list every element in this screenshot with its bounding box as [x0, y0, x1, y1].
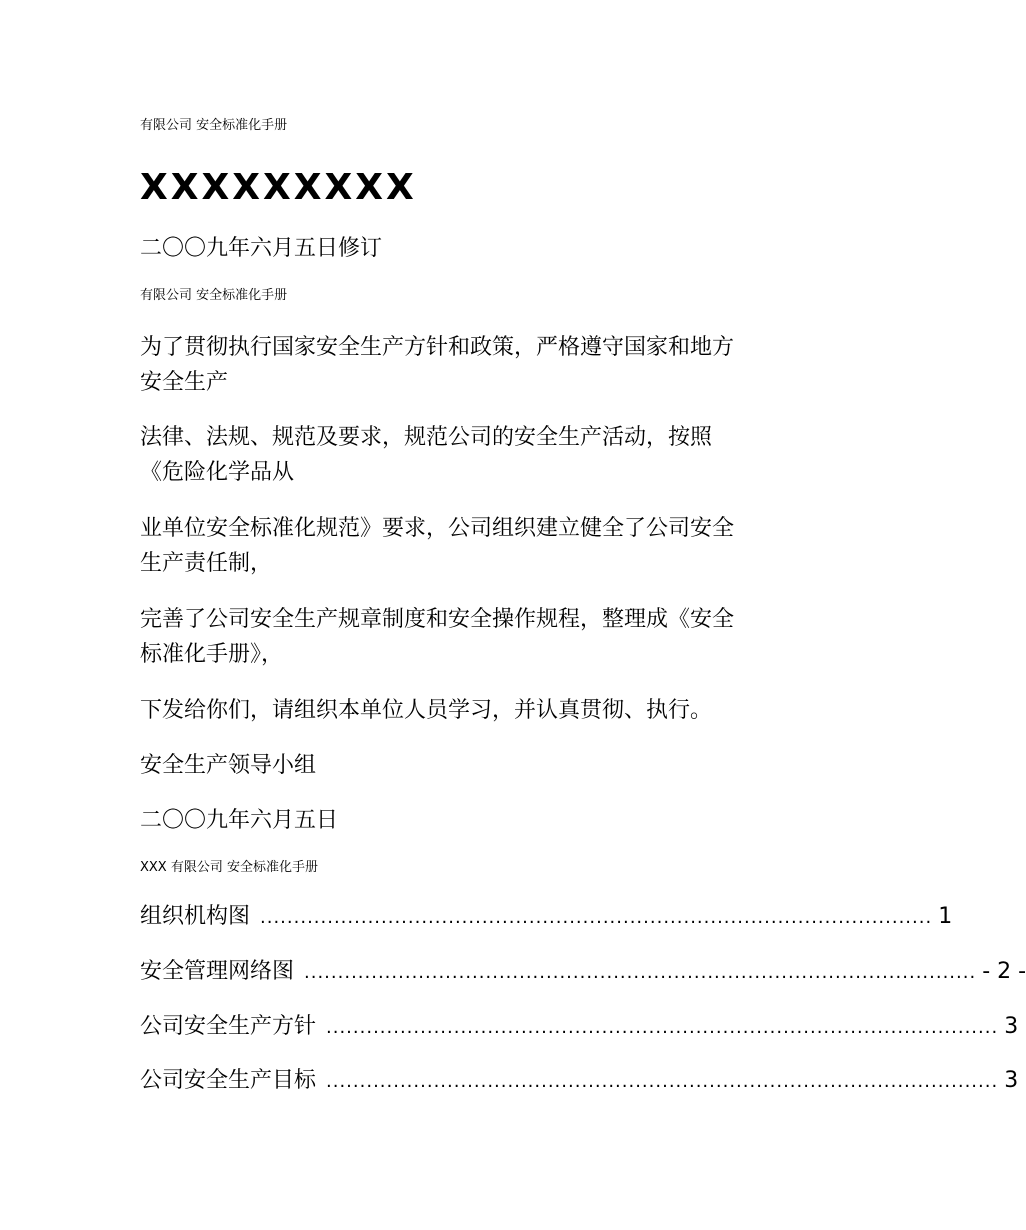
page-header: 有限公司 安全标准化手册 [140, 118, 288, 133]
paragraph-line: 生产责任制， [140, 551, 273, 576]
toc-page-number: 3 [1004, 1068, 1019, 1093]
notice-paragraph [140, 511, 820, 581]
toc-page-number: 1 [938, 904, 953, 929]
signature: 安全生产领导小组 [140, 753, 317, 778]
toc-title: 公司安全生产目标 [140, 1068, 317, 1093]
paragraph-line: 完善了公司安全生产规章制度和安全操作规程，整理成《安全 [140, 607, 735, 632]
toc-leader: .................................................................................................... [326, 1071, 999, 1092]
paragraph-line: 业单位安全标准化规范》要求，公司组织建立健全了公司安全 [140, 516, 735, 541]
paragraph-line: 《危险化学品从 [140, 460, 295, 485]
notice-paragraph [140, 693, 820, 728]
signature-date: 二〇〇九年六月五日 [140, 808, 339, 833]
toc-page-number: 3 [1004, 1014, 1019, 1039]
paragraph-line: 法律、法规、规范及要求，规范公司的安全生产活动，按照 [140, 425, 713, 450]
page-header: 有限公司 安全标准化手册 [140, 288, 288, 303]
page-header: XXX 有限公司 安全标准化手册 [140, 860, 318, 875]
toc-leader: .................................................................................................... [260, 907, 933, 928]
paragraph-line: 下发给你们，请组织本单位人员学习，并认真贯彻、执行。 [140, 698, 713, 723]
revision-date: 二〇〇九年六月五日修订 [140, 236, 383, 261]
toc-title: 组织机构图 [140, 904, 251, 929]
toc-entry[interactable] [140, 902, 953, 933]
toc-leader: .................................................................................................... [304, 962, 977, 983]
notice-paragraph [140, 420, 820, 490]
paragraph-line: 为了贯彻执行国家安全生产方针和政策，严格遵守国家和地方 [140, 335, 735, 360]
notice-paragraph [140, 330, 820, 400]
paragraph-line: 安全生产 [140, 370, 229, 395]
paragraph-line: 标准化手册》， [140, 642, 284, 667]
toc-entry[interactable] [140, 1012, 1019, 1043]
toc-entry[interactable] [140, 957, 1026, 988]
toc-entry[interactable] [140, 1066, 1019, 1097]
notice-paragraph [140, 602, 820, 672]
toc-title: 公司安全生产方针 [140, 1014, 317, 1039]
toc-page-number: - 2 - [982, 959, 1026, 984]
toc-title: 安全管理网络图 [140, 959, 295, 984]
toc-leader: .................................................................................................... [326, 1017, 999, 1038]
document-title: XXXXXXXXX [140, 167, 417, 208]
